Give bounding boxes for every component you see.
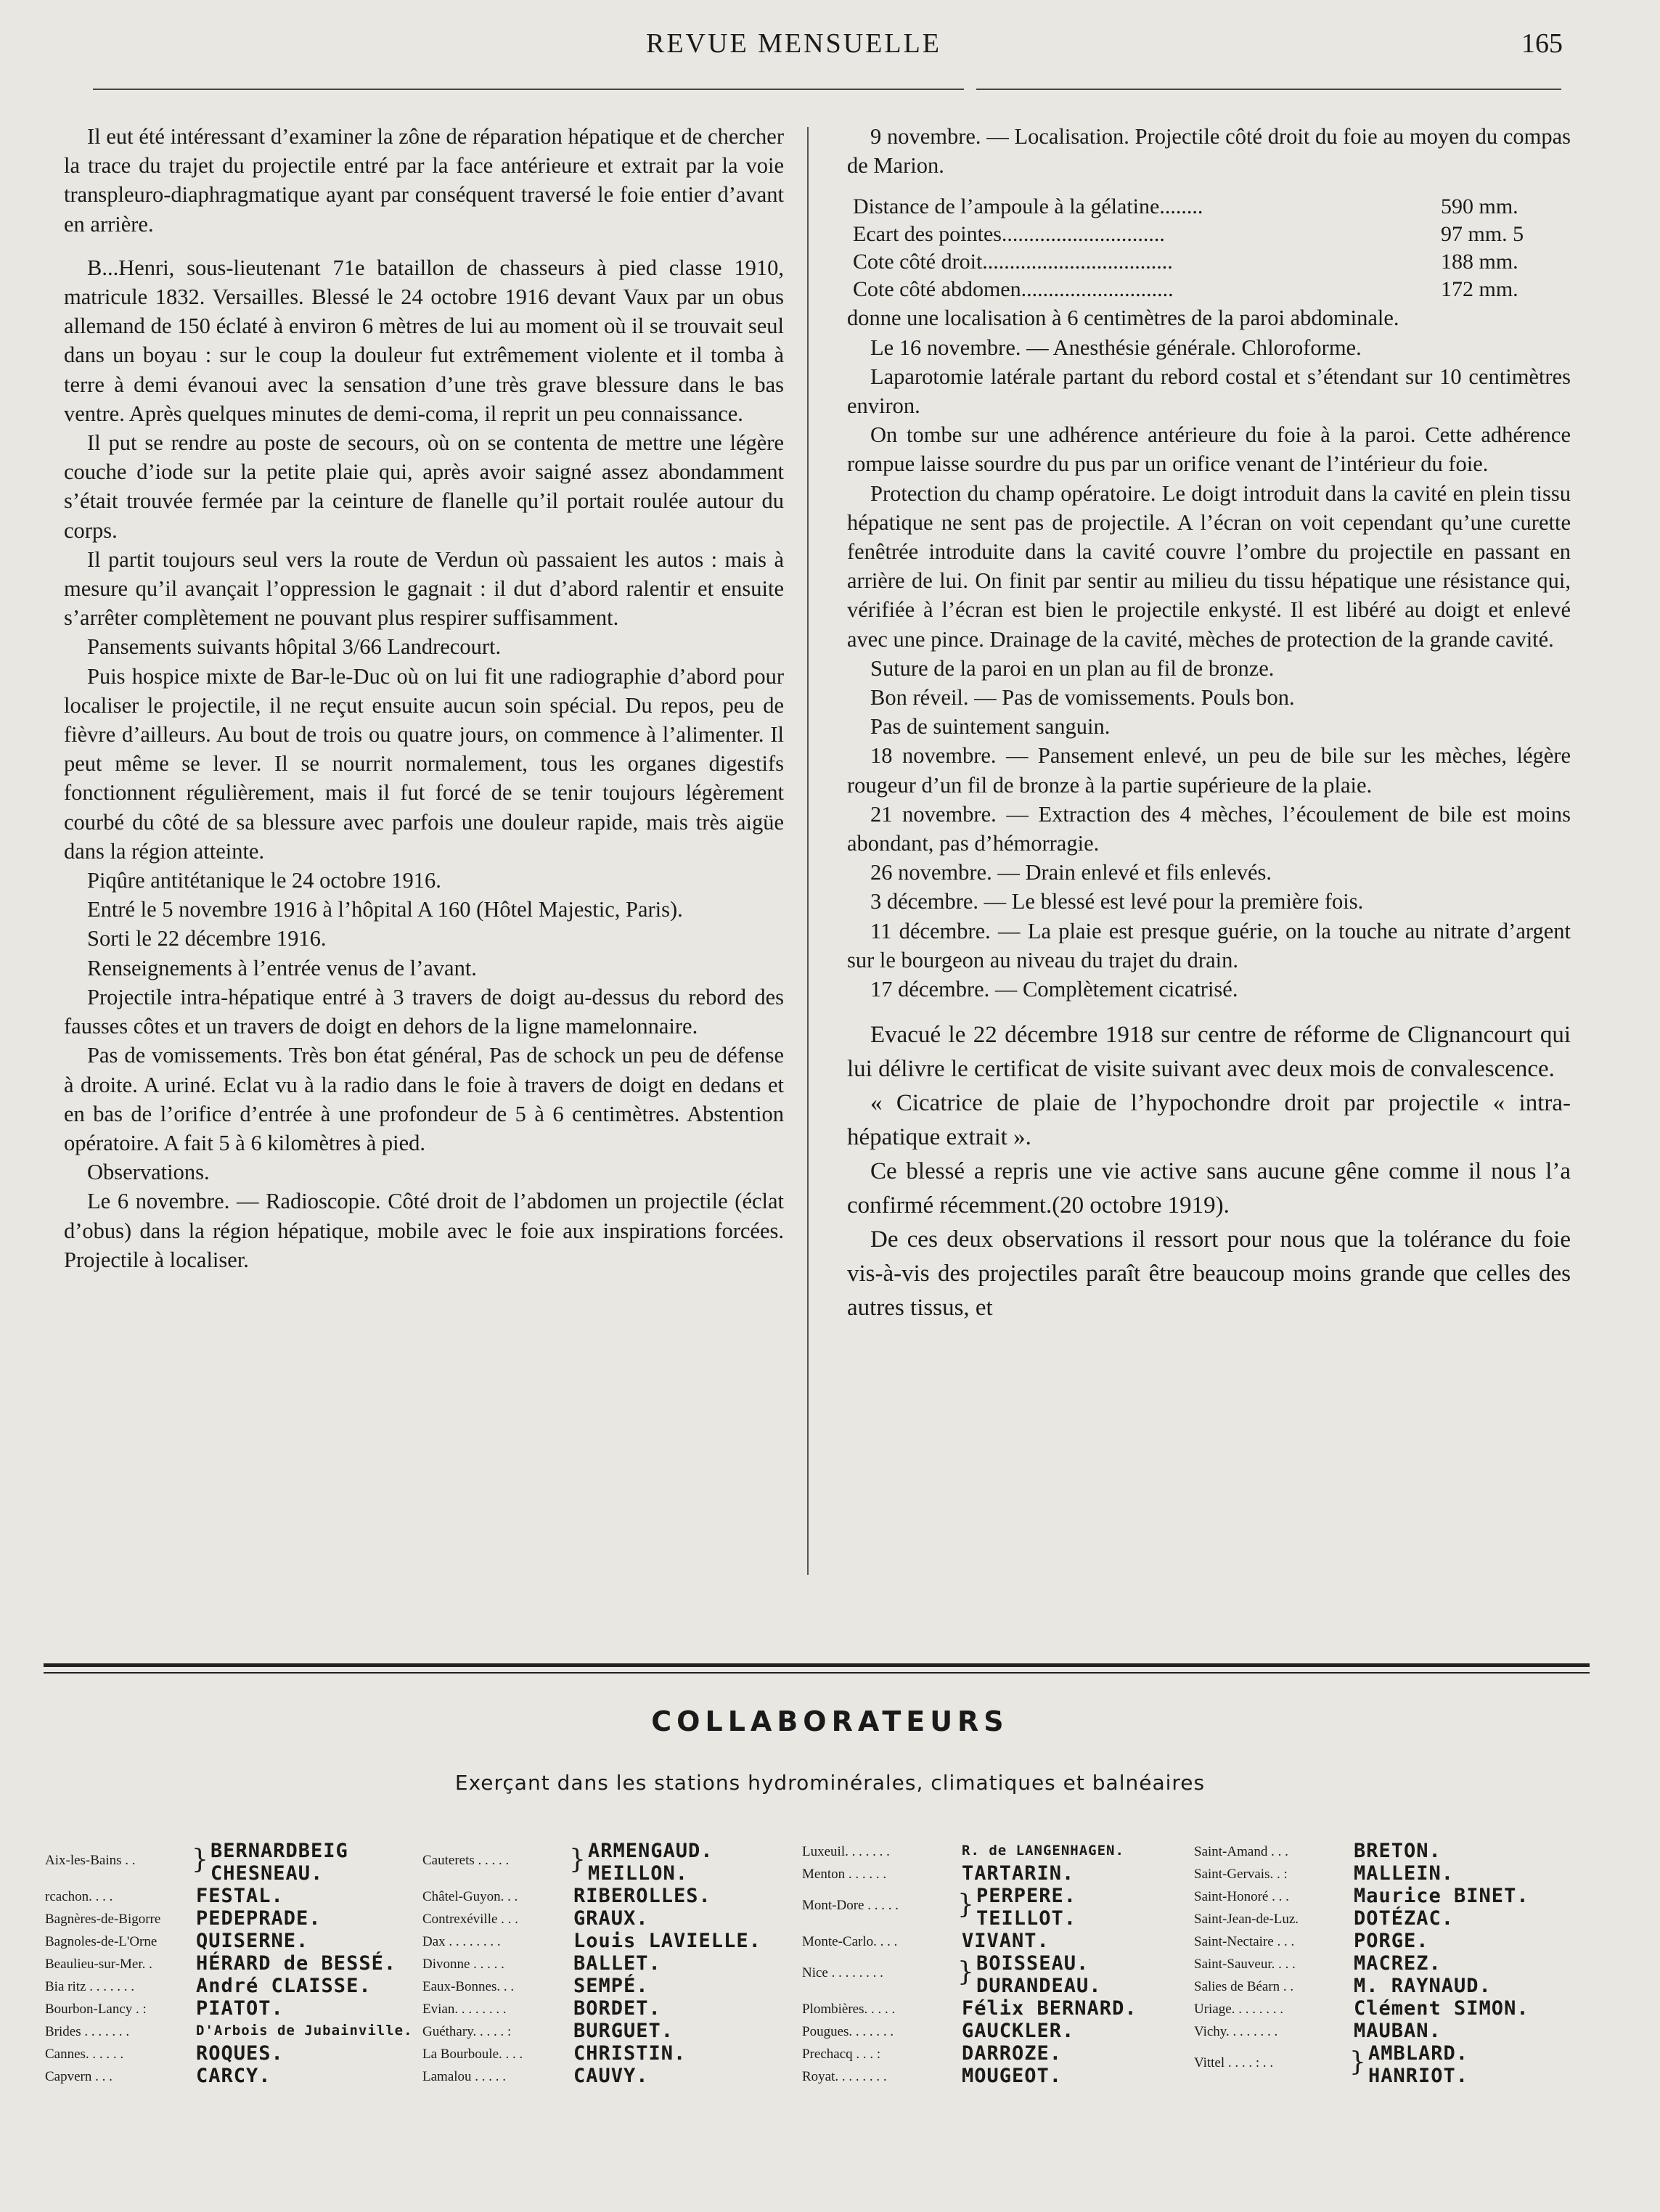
collaborator-name: PIATOT. [196, 1997, 284, 2020]
paragraph: 3 décembre. — Le blessé est levé pour la première fois. [870, 889, 1364, 914]
directory-entry [1194, 1997, 1600, 2020]
collaborator-name: CHRISTIN. [573, 2042, 687, 2065]
directory-entry [45, 1997, 422, 2020]
collaborator-name: André CLAISSE. [196, 1975, 372, 1997]
directory-entry [422, 1885, 800, 1907]
measurement-value: 97 mm. 5 [1441, 222, 1524, 247]
directory-entry [45, 1930, 422, 1952]
collaborator-name: HANRIOT. [1368, 2065, 1469, 2087]
collaborator-name: CHESNEAU. [210, 1862, 324, 1885]
directory-column-2 [422, 1840, 800, 2087]
paragraph: Le 16 novembre. — Anesthésie générale. Chloroforme. [870, 335, 1362, 360]
collaborator-name: GRAUX. [573, 1907, 649, 1930]
collaborator-name: M. RAYNAUD. [1354, 1975, 1492, 1997]
collaborator-name: DOTÉZAC. [1354, 1907, 1455, 1930]
directory-entry [422, 2065, 800, 2087]
collaborator-name: CAUVY. [573, 2065, 649, 2087]
directory-entry [802, 1952, 1187, 1997]
collaborator-name: BERNARDBEIG [210, 1840, 348, 1862]
paragraph: Il eut été intéressant d’examiner la zône de réparation hépatique et de chercher la trace du trajet du projectile entré par la face antérieure et extrait par la voie transpleuro-diaphragmatique ayant par conséquent traversé le foie entier d’avant en arrière. [64, 124, 784, 237]
collaborator-name: Félix BERNARD. [962, 1997, 1137, 2020]
station-name: Saint-Jean-de-Luz. [1194, 1912, 1299, 1927]
collaborator-name: QUISERNE. [196, 1930, 309, 1952]
collaborator-name: Maurice BINET. [1354, 1885, 1529, 1907]
directory-entry [422, 1952, 800, 1975]
header-rule-left [93, 89, 964, 90]
directory-entry [802, 1840, 1187, 1862]
station-name: Prechacq . . . : [802, 2047, 881, 2062]
paragraph: Piqûre antitétanique le 24 octobre 1916. [87, 868, 441, 893]
collaborator-name: ARMENGAUD. [588, 1840, 714, 1862]
directory-entry [1194, 1975, 1600, 1997]
conclusion-paragraph: De ces deux observations il ressort pour nous que la tolérance du foie vis-à-vis des projectiles paraît être beaucoup moins grande que celles des autres tissus, et [847, 1226, 1571, 1322]
station-name: Cannes. . . . . . [45, 2047, 124, 2062]
directory-entry [45, 2020, 422, 2042]
collaborator-name: BALLET. [573, 1952, 661, 1975]
paragraph: Suture de la paroi en un plan au fil de bronze. [870, 655, 1275, 681]
station-name: Saint-Nectaire . . . [1194, 1934, 1295, 1949]
collaborator-name: BORDET. [573, 1997, 661, 2020]
directory-entry [45, 1885, 422, 1907]
brace-icon: } [957, 1890, 974, 1920]
collaborator-name: AMBLARD. [1368, 2042, 1469, 2065]
measurement-value: 590 mm. [1441, 194, 1518, 219]
collaborator-name: Clément SIMON. [1354, 1997, 1529, 2020]
localisation-measurements [853, 193, 1524, 303]
station-name: Pougues. . . . . . . [802, 2024, 894, 2039]
measurement-label: Cote côté abdomen............................ [853, 277, 1174, 302]
collaborator-name: GAUCKLER. [962, 2020, 1075, 2042]
collaborator-name: D'Arbois de Jubainville. [196, 2023, 413, 2039]
journal-title: REVUE MENSUELLE [646, 28, 942, 59]
station-name: Evian. . . . . . . . [422, 2002, 507, 2017]
measurement-row [853, 248, 1524, 276]
collaborator-name: ROQUES. [196, 2042, 284, 2065]
station-name: Dax . . . . . . . . [422, 1934, 501, 1949]
station-name: Divonne . . . . . [422, 1957, 504, 1972]
directory-entry [1194, 1862, 1600, 1885]
directory-entry [802, 1862, 1187, 1885]
footer-rule-thick [44, 1663, 1590, 1667]
directory-column-4 [1194, 1840, 1600, 2087]
paragraph: Sorti le 22 décembre 1916. [87, 926, 327, 951]
station-name: Bourbon-Lancy . : [45, 2002, 147, 2017]
left-column [64, 122, 784, 1274]
station-name: Mont-Dore . . . . . [802, 1898, 899, 1913]
station-name: Guéthary. . . . . : [422, 2024, 512, 2039]
directory-entry [422, 1997, 800, 2020]
conclusion-paragraph: Evacué le 22 décembre 1918 sur centre de réforme de Clignancourt qui lui délivre le certificat de visite suivant avec deux mois de convalescence. [847, 1022, 1571, 1083]
station-name: Salies de Béarn . . [1194, 1979, 1294, 1994]
paragraph: Protection du champ opératoire. Le doigt introduit dans la cavité en plein tissu hépatique ne sent pas de projectile. A l’écran on voit cependant qu’une curette fenêtrée introduite dans la cavité couvre l’ombre du projectile en passant en arrière de lui. On finit par sentir au milieu du tissu hépatique une résistance qui, vérifiée à l’écran est bien le projectile enkysté. Il est libéré au doigt et enlevé avec une pince. Drainage de la cavité, mèches de protection de la grande cavité. [847, 480, 1571, 652]
paragraph: Bon réveil. — Pas de vomissements. Pouls bon. [870, 685, 1295, 710]
paragraph: Renseignements à l’entrée venus de l’avant. [87, 955, 477, 980]
column-divider [807, 127, 809, 1575]
station-name: Brides . . . . . . . [45, 2024, 130, 2039]
measurement-label: Distance de l’ampoule à la gélatine........ [853, 194, 1203, 219]
brace-icon: } [957, 1957, 974, 1987]
station-name: Contrexéville . . . [422, 1912, 518, 1927]
collaborator-name: SEMPÉ. [573, 1975, 649, 1997]
directory-entry [45, 1975, 422, 1997]
station-name: Saint-Sauveur. . . . [1194, 1957, 1296, 1972]
paragraph: B...Henri, sous-lieutenant 71e bataillon de chasseurs à pied classe 1910, matricule 1832. Versailles. Blessé le 24 octobre 1916 devant Vaux par un obus allemand de 150 éclaté à environ 6 mètres de lui au moment où il se trouvait seul dans un boyau : sur le coup la douleur fut extrêmement violente et il tomba à terre à demi évanoui avec la sensation d’une très grave blessure dans le bas ventre. Après quelques minutes de demi-coma, il reprit un peu connaissance. [64, 255, 784, 426]
collaborator-name: TEILLOT. [976, 1907, 1077, 1930]
collaborator-name: MAUBAN. [1354, 2020, 1442, 2042]
paragraph: 9 novembre. — Localisation. Projectile côté droit du foie au moyen du compas de Marion. [847, 124, 1571, 179]
footer-rule-thin [44, 1672, 1590, 1674]
brace-icon: } [192, 1845, 208, 1875]
directory-entry [45, 2065, 422, 2087]
station-name: Vichy. . . . . . . . [1194, 2024, 1278, 2039]
station-name: Cauterets . . . . . [422, 1853, 510, 1868]
station-name: Royat. . . . . . . . [802, 2069, 887, 2084]
paragraph: 26 novembre. — Drain enlevé et fils enlevés. [870, 860, 1272, 885]
measurement-label: Ecart des pointes.............................. [853, 222, 1165, 247]
directory-entry [45, 1840, 422, 1885]
directory-entry [802, 2042, 1187, 2065]
directory-entry [802, 1997, 1187, 2020]
paragraph: Observations. [87, 1160, 210, 1185]
station-name: Uriage. . . . . . . . [1194, 2002, 1283, 2017]
paragraph: On tombe sur une adhérence antérieure du foie à la paroi. Cette adhérence rompue laisse sourdre du pus par un orifice venant de l’intérieur du foie. [847, 422, 1571, 477]
station-name: Châtel-Guyon. . . [422, 1889, 518, 1904]
collaborator-name: CARCY. [196, 2065, 271, 2087]
directory-entry [422, 1840, 800, 1885]
station-name: Capvern . . . [45, 2069, 113, 2084]
directory-entry [802, 2020, 1187, 2042]
paragraph: Il partit toujours seul vers la route de Verdun où passaient les autos : mais à mesure qu’il avançait l’oppression le gagnait : il dut d’abord ralentir et ensuite s’arrêter complètement ne pouvant plus respirer suffisamment. [64, 546, 784, 631]
directory-column-3 [802, 1840, 1187, 2087]
collaborator-name: HÉRARD de BESSÉ. [196, 1952, 397, 1975]
station-name: Menton . . . . . . [802, 1867, 887, 1882]
directory-entry [1194, 1907, 1600, 1930]
station-name: Aix-les-Bains . . [45, 1853, 136, 1868]
paragraph: 18 novembre. — Pansement enlevé, un peu de bile sur les mèches, légère rougeur d’un fil de bronze à la partie supérieure de la plaie. [847, 743, 1571, 798]
collaborator-name: MALLEIN. [1354, 1862, 1455, 1885]
collaborator-name: DARROZE. [962, 2042, 1063, 2065]
measurement-value: 188 mm. [1441, 250, 1518, 274]
station-name: Bagnères-de-Bigorre [45, 1912, 161, 1927]
station-name: Bagnoles-de-L'Orne [45, 1934, 158, 1949]
paragraph: 11 décembre. — La plaie est presque guérie, on la touche au nitrate d’argent sur le bourgeon au niveau du trajet du drain. [847, 918, 1571, 972]
collaborator-name: R. de LANGENHAGEN. [962, 1843, 1124, 1859]
conclusion-paragraph: Ce blessé a repris une vie active sans aucune gêne comme il nous l’a confirmé récemment.(20 octobre 1919). [847, 1158, 1571, 1219]
directory-entry [802, 1930, 1187, 1952]
directory-entry [422, 1907, 800, 1930]
header-rule-right [976, 89, 1561, 90]
paragraph: 21 novembre. — Extraction des 4 mèches, l’écoulement de bile est moins abondant, pas d’hémorragie. [847, 801, 1571, 856]
measurement-value: 172 mm. [1441, 277, 1518, 302]
station-name: Luxeuil. . . . . . . [802, 1844, 890, 1859]
directory-entry [45, 1907, 422, 1930]
directory-entry [1194, 1952, 1600, 1975]
collaborator-name: MACREZ. [1354, 1952, 1442, 1975]
station-name: Monte-Carlo. . . . [802, 1934, 898, 1949]
collaborator-name: VIVANT. [962, 1930, 1050, 1952]
brace-icon: } [569, 1845, 586, 1875]
measurement-row [853, 276, 1524, 303]
directory-column-1 [45, 1840, 422, 2087]
paragraph: Laparotomie latérale partant du rebord costal et s’étendant sur 10 centimètres environ. [847, 364, 1571, 419]
collaborator-name: BURGUET. [573, 2020, 674, 2042]
station-name: Nice . . . . . . . . [802, 1965, 883, 1980]
directory-entry [1194, 1885, 1600, 1907]
paragraph: Pas de vomissements. Très bon état général, Pas de schock un peu de défense à droite. A uriné. Eclat vu à la radio dans le foie à travers de doigt en dedans et en bas de l’orifice d’entrée à une profondeur de 5 à 6 centimètres. Abstention opératoire. A fait 5 à 6 kilomètres à pied. [64, 1043, 784, 1155]
directory-entry [422, 2020, 800, 2042]
station-name: Lamalou . . . . . [422, 2069, 507, 2084]
page-number: 165 [1521, 28, 1563, 59]
collaborator-name: PORGE. [1354, 1930, 1429, 1952]
collaborator-name: MOUGEOT. [962, 2065, 1063, 2087]
directory-entry [422, 1930, 800, 1952]
directory-entry [45, 1952, 422, 1975]
station-name: Saint-Gervais. . : [1194, 1867, 1288, 1882]
collaborator-name: RIBEROLLES. [573, 1885, 711, 1907]
station-name: rcachon. . . . [45, 1889, 113, 1904]
measurement-row [853, 221, 1524, 248]
station-name: La Bourboule. . . . [422, 2047, 523, 2062]
collaborateurs-subtitle: Exerçant dans les stations hydrominérales, climatiques et balnéaires [454, 1771, 1206, 1795]
station-name: Beaulieu-sur-Mer. . [45, 1957, 152, 1972]
directory-entry [1194, 1840, 1600, 1862]
station-name: Bia ritz . . . . . . . [45, 1979, 134, 1994]
paragraph: Puis hospice mixte de Bar-le-Duc où on lui fit une radiographie d’abord pour localiser le projectile, il ne reçut ensuite aucun soin spécial. Du repos, peu de fièvre d’ailleurs. Au bout de trois ou quatre jours, on commence à l’alimenter. Il peut même se lever. Il se nourrit normalement, tous les organes digestifs fonctionnent régulièrement, mais il fut forcé de se tenir toujours légèrement courbé du côté de sa blessure avec parfois une douleur rapide, mais très aigüe dans la région atteinte. [64, 663, 784, 864]
collaborator-name: PEDEPRADE. [196, 1907, 322, 1930]
collaborator-name: MEILLON. [588, 1862, 689, 1885]
directory-entry [802, 1885, 1187, 1930]
measurement-row [853, 193, 1524, 221]
paragraph: Pas de suintement sanguin. [870, 714, 1111, 740]
collaborator-name: TARTARIN. [962, 1862, 1075, 1885]
station-name: Plombières. . . . . [802, 2002, 896, 2017]
station-name: Eaux-Bonnes. . . [422, 1979, 515, 1994]
collaborator-name: DURANDEAU. [976, 1975, 1102, 1997]
running-head [0, 28, 1660, 60]
directory-entry [422, 1975, 800, 1997]
paragraph: Pansements suivants hôpital 3/66 Landrecourt. [87, 634, 502, 660]
directory-entry [1194, 1930, 1600, 1952]
paragraph: 17 décembre. — Complètement cicatrisé. [870, 977, 1238, 1002]
collaborator-name: FESTAL. [196, 1885, 284, 1907]
paragraph: Entré le 5 novembre 1916 à l’hôpital A 160 (Hôtel Majestic, Paris). [87, 897, 683, 922]
collaborator-name: BRETON. [1354, 1840, 1442, 1862]
station-name: Saint-Honoré . . . [1194, 1889, 1289, 1904]
right-column [847, 122, 1571, 1325]
station-name: Saint-Amand . . . [1194, 1844, 1288, 1859]
paragraph: donne une localisation à 6 centimètres de la paroi abdominale. [847, 306, 1399, 331]
measurement-label: Cote côté droit................................... [853, 250, 1173, 274]
paragraph: Projectile intra-hépatique entré à 3 travers de doigt au-dessus du rebord des fausses côtes et un travers de doigt en dehors de la ligne mamelonnaire. [64, 984, 784, 1039]
conclusion-paragraph: « Cicatrice de plaie de l’hypochondre droit par projectile « intra-hépatique extrait ». [847, 1090, 1571, 1151]
brace-icon: } [1349, 2047, 1366, 2077]
collaborator-name: PERPERE. [976, 1885, 1077, 1907]
collaborator-name: Louis LAVIELLE. [573, 1930, 761, 1952]
directory-entry [802, 2065, 1187, 2087]
paragraph: Le 6 novembre. — Radioscopie. Côté droit de l’abdomen un projectile (éclat d’obus) dans la région hépatique, mobile avec le foie aux inspirations forcées. Projectile à localiser. [64, 1189, 784, 1272]
station-name: Vittel . . . . : . . [1194, 2055, 1274, 2070]
directory-entry [1194, 2020, 1600, 2042]
collaborateurs-title: COLLABORATEURS [651, 1705, 1009, 1737]
collaborator-name: BOISSEAU. [976, 1952, 1089, 1975]
directory-entry [1194, 2042, 1600, 2087]
directory-entry [45, 2042, 422, 2065]
directory-entry [422, 2042, 800, 2065]
paragraph: Il put se rendre au poste de secours, où on se contenta de mettre une légère couche d’iode sur la petite plaie qui, après avoir saigné assez abondamment s’était trouvée fermée par la ceinture de flanelle qu’il portait roulée autour du corps. [64, 430, 784, 543]
